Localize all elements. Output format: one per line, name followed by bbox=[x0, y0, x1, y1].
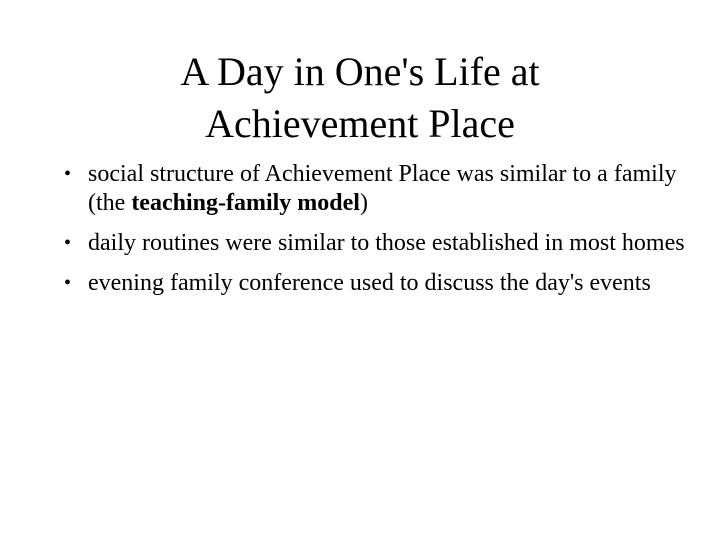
slide-title bbox=[60, 46, 660, 150]
title-line-1: A Day in One's Life at bbox=[180, 49, 540, 94]
bullet-item-1 bbox=[64, 160, 688, 218]
bullet-dot-icon: • bbox=[64, 163, 72, 185]
bullet-item-2 bbox=[64, 229, 688, 258]
bullet-text-1-after: ) bbox=[359, 190, 368, 216]
bullet-text-1-before: social structure of Achievement Place was similar to a family (the bbox=[88, 161, 677, 216]
bullet-text-3: evening family conference used to discuss the day's events bbox=[88, 270, 651, 296]
bullet-dot-icon: • bbox=[64, 272, 72, 294]
title-line-2: Achievement Place bbox=[205, 101, 515, 146]
bullet-text-1 bbox=[88, 160, 688, 218]
bullet-item-3 bbox=[64, 269, 688, 298]
bullet-dot-icon: • bbox=[64, 232, 72, 254]
bullet-text-2: daily routines were similar to those established in most homes bbox=[88, 230, 685, 256]
bullet-list bbox=[64, 160, 688, 309]
bullet-text-1-bold: teaching-family model bbox=[131, 190, 360, 216]
